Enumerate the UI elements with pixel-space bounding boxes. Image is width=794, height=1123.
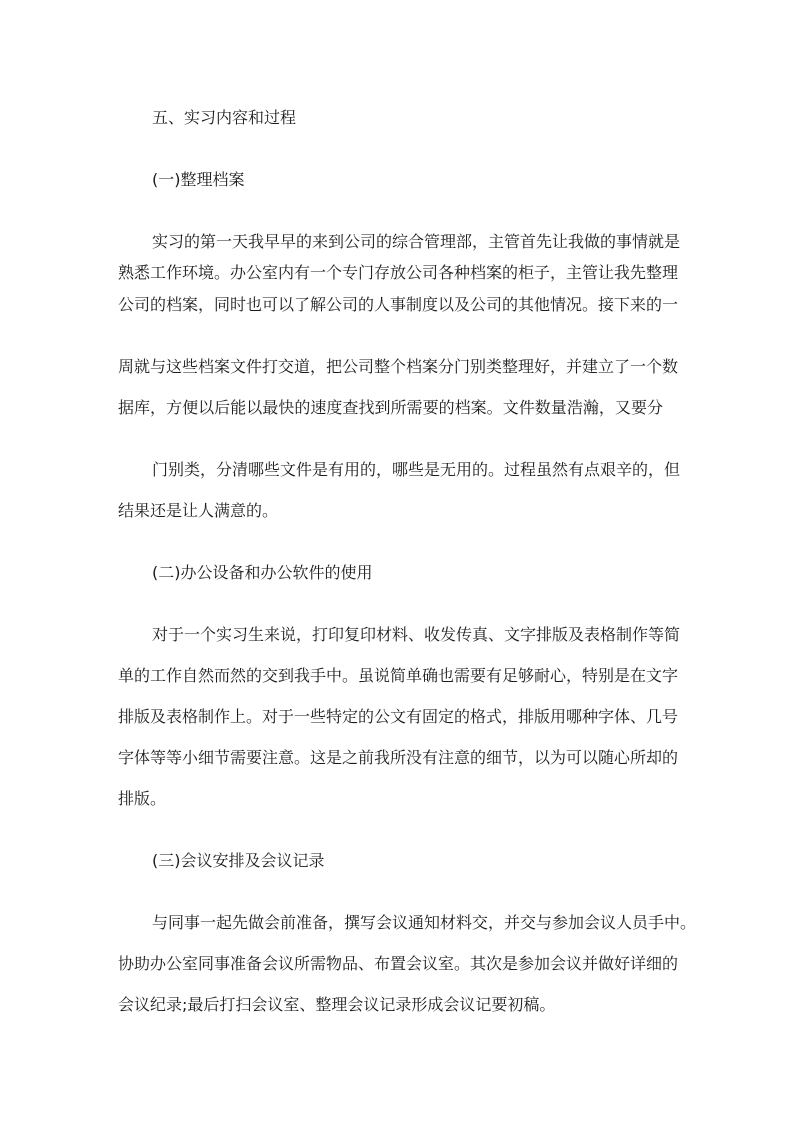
paragraph-line: 协助办公室同事准备会议所需物品、布置会议室。其次是参加会议并做好详细的 (118, 954, 679, 973)
subsection-title-filing: (一)整理档案 (152, 170, 245, 189)
paragraph-line: 会议纪录;最后打扫会议室、整理会议记录形成会议记要初稿。 (118, 995, 556, 1014)
paragraph-line: 公司的档案，同时也可以了解公司的人事制度以及公司的其他情况。接下来的一 (118, 295, 679, 314)
paragraph-line: 字体等等小细节需要注意。这是之前我所没有注意的细节，以为可以随心所却的 (118, 748, 679, 767)
paragraph-line: 排版。 (118, 789, 167, 808)
paragraph-line: 排版及表格制作上。对于一些特定的公文有固定的格式，排版用哪种字体、几号 (118, 707, 679, 726)
paragraph-line: 实习的第一天我早早的来到公司的综合管理部，主管首先让我做的事情就是 (152, 232, 681, 251)
paragraph-line: 门别类，分清哪些文件是有用的，哪些是无用的。过程虽然有点艰辛的，但 (152, 460, 681, 479)
paragraph-line: 对于一个实习生来说，打印复印材料、收发传真、文字排版及表格制作等简 (152, 625, 681, 644)
paragraph-line: 结果还是让人满意的。 (118, 501, 279, 520)
paragraph-line: 周就与这些档案文件打交道，把公司整个档案分门别类整理好，并建立了一个数 (118, 357, 679, 376)
paragraph-line: 单的工作自然而然的交到我手中。虽说简单确也需要有足够耐心，特别是在文字 (118, 666, 679, 685)
subsection-title-office-equipment: (二)办公设备和办公软件的使用 (152, 563, 373, 582)
paragraph-line: 与同事一起先做会前准备，撰写会议通知材料交，并交与参加会议人员手中。 (152, 913, 697, 932)
paragraph-line: 熟悉工作环境。办公室内有一个专门存放公司各种档案的柜子，主管让我先整理 (118, 263, 679, 282)
paragraph-line: 据库，方便以后能以最快的速度查找到所需要的档案。文件数量浩瀚，又要分 (118, 398, 663, 417)
subsection-title-meetings: (三)会议安排及会议记录 (152, 851, 325, 870)
section-heading: 五、实习内容和过程 (152, 108, 297, 127)
